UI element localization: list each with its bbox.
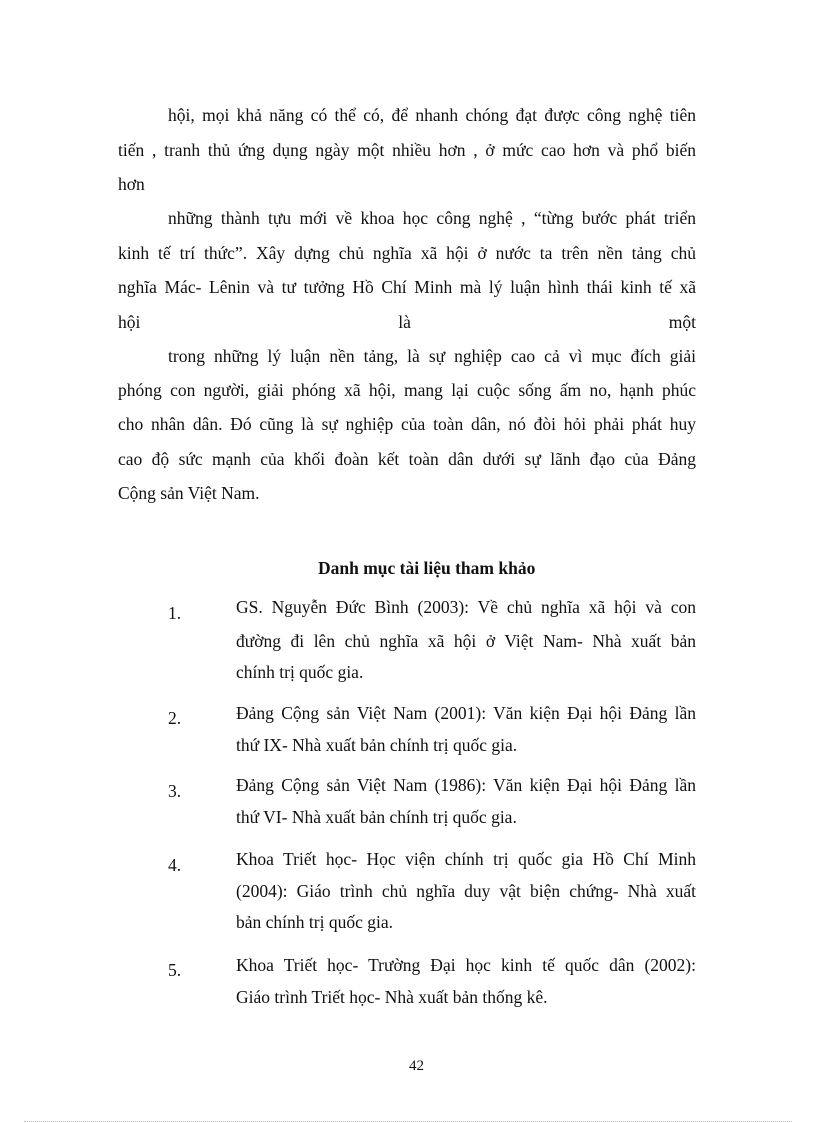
para2-line4 — [118, 310, 696, 334]
para1-line3: hơn — [118, 174, 145, 194]
para2-line2: kinh tế trí thức”. Xây dựng chủ nghĩa xã hội ở nước ta trên nền tảng chủ — [118, 243, 696, 263]
reference-2-line-2: thứ IX- Nhà xuất bản chính trị quốc gia. — [236, 735, 518, 755]
reference-1-line-1: GS. Nguyễn Đức Bình (2003): Về chủ nghĩa xã hội và con — [236, 597, 696, 617]
reference-4-line-2: (2004): Giáo trình chủ nghĩa duy vật biện chứng- Nhà xuất — [236, 881, 696, 901]
reference-5-line-2: Giáo trình Triết học- Nhà xuất bản thống kê. — [236, 987, 548, 1007]
para3-line3: cho nhân dân. Đó cũng là sự nghiệp của toàn dân, nó đòi hỏi phải phát huy — [118, 414, 696, 434]
para2-line4-word1: hội — [118, 312, 141, 332]
para2-line4-word3: một — [668, 312, 696, 332]
reference-1-line-3: chính trị quốc gia. — [236, 662, 364, 682]
page-number: 42 — [409, 1058, 424, 1074]
para1-line1: hội, mọi khả năng có thể có, để nhanh chóng đạt được công nghệ tiên — [168, 105, 696, 125]
para2-line4-word2: là — [398, 312, 411, 332]
reference-number: 3. — [168, 781, 182, 801]
reference-number: 5. — [168, 960, 182, 980]
para2-line1: những thành tựu mới về khoa học công nghệ , “từng bước phát triển — [168, 208, 696, 228]
para3-line5: Cộng sản Việt Nam. — [118, 483, 260, 503]
para1-line2: tiến , tranh thủ ứng dụng ngày một nhiều hơn , ở mức cao hơn và phổ biến — [118, 140, 696, 160]
footer-divider — [24, 1121, 792, 1122]
para3-line1: trong những lý luận nền tảng, là sự nghiệp cao cả vì mục đích giải — [168, 346, 696, 366]
para3-line4: cao độ sức mạnh của khối đoàn kết toàn dân dưới sự lãnh đạo của Đảng — [118, 449, 696, 469]
reference-2-line-1: Đảng Cộng sản Việt Nam (2001): Văn kiện Đại hội Đảng lần — [236, 703, 696, 723]
reference-3-line-2: thứ VI- Nhà xuất bản chính trị quốc gia. — [236, 807, 517, 827]
reference-4-line-1: Khoa Triết học- Học viện chính trị quốc gia Hồ Chí Minh — [236, 849, 696, 869]
reference-1-line-2: đường đi lên chủ nghĩa xã hội ở Việt Nam- Nhà xuất bản — [236, 631, 696, 651]
reference-5-line-1: Khoa Triết học- Trường Đại học kinh tế quốc dân (2002): — [236, 955, 696, 975]
reference-number: 4. — [168, 855, 182, 875]
reference-3-line-1: Đảng Cộng sản Việt Nam (1986): Văn kiện Đại hội Đảng lần — [236, 775, 696, 795]
para2-line3: nghĩa Mác- Lênin và tư tưởng Hồ Chí Minh mà lý luận hình thái kinh tế xã — [118, 277, 696, 297]
reference-number: 2. — [168, 708, 182, 728]
para3-line2: phóng con người, giải phóng xã hội, mang lại cuộc sống ấm no, hạnh phúc — [118, 380, 696, 400]
references-heading: Danh mục tài liệu tham khảo — [318, 558, 536, 578]
reference-4-line-3: bản chính trị quốc gia. — [236, 912, 393, 932]
reference-number: 1. — [168, 603, 182, 623]
